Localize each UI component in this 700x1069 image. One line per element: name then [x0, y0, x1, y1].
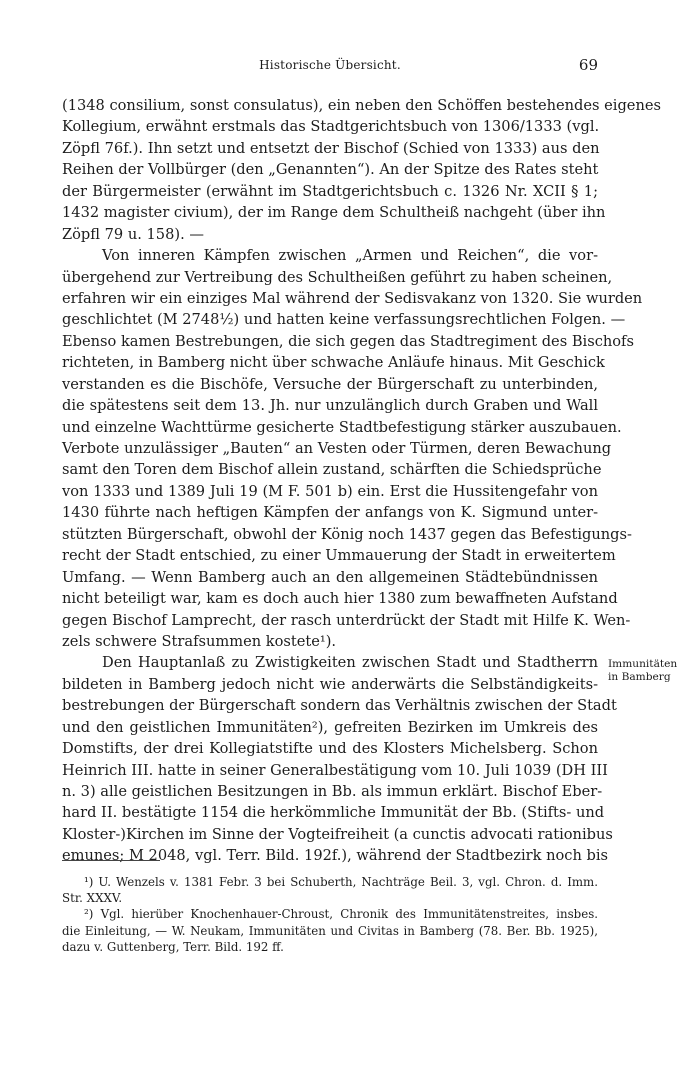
body-line: Kollegium, erwähnt erstmals das Stadtgerichtsbuch von 1306/1333 (vgl. — [62, 118, 600, 136]
running-title: Historische Übersicht. — [259, 58, 401, 72]
body-line: recht der Stadt entschied, zu einer Ummauerung der Stadt in erweitertem — [62, 547, 616, 565]
body-line: n. 3) alle geistlichen Besitzungen in Bb. als immun erklärt. Bischof Eber- — [62, 783, 603, 800]
body-line: Domstifts, der drei Kollegiatstifte und des Klosters Michelsberg. Schon — [62, 740, 598, 758]
footnotes — [62, 874, 598, 955]
body-line: die spätestens seit dem 13. Jh. nur unzulänglich durch Graben und Wall — [62, 397, 598, 415]
body-line: Reihen der Vollbürger (den „Genannten“). An der Spitze des Rates steht — [62, 161, 599, 179]
body-line: 1432 magister civium), der im Range dem Schultheiß nachgeht (über ihn — [62, 204, 606, 222]
footnote-line: ²) Vgl. hierüber Knochenhauer-Chroust, Chronik des Immunitätenstreites, insbes. — [84, 907, 598, 922]
footnote-line: dazu v. Guttenberg, Terr. Bild. 192 ff. — [62, 939, 284, 954]
body-line: stützten Bürgerschaft, obwohl der König noch 1437 gegen das Befestigungs- — [62, 525, 632, 543]
body-line: bestrebungen der Bürgerschaft sondern das Verhältnis zwischen der Stadt — [62, 697, 617, 715]
body-line: Von inneren Kämpfen zwischen „Armen und Reichen“, die vor- — [102, 247, 598, 265]
body-line: Umfang. — Wenn Bamberg auch an den allgemeinen Städtebündnissen — [62, 568, 598, 586]
body-line: Zöpfl 76f.). Ihn setzt und entsetzt der Bischof (Schied von 1333) aus den — [62, 139, 600, 157]
body-line: Den Hauptanlaß zu Zwistigkeiten zwischen Stadt und Stadtherrn — [102, 654, 598, 672]
margin-note-line: in Bamberg — [608, 671, 671, 683]
margin-note-line: Immunitäten — [608, 658, 678, 670]
body-line: richteten, in Bamberg nicht über schwache Anläufe hinaus. Mit Geschick — [62, 354, 605, 372]
body-line: zels schwere Strafsummen kostete¹). — [62, 632, 337, 650]
body-line: nicht beteiligt war, kam es doch auch hier 1380 zum bewaffneten Aufstand — [62, 590, 618, 608]
body-line: Verbote unzulässiger „Bauten“ an Vesten oder Türmen, deren Bewachung — [62, 440, 612, 457]
margin-note — [608, 658, 698, 684]
body-line: erfahren wir ein einziges Mal während der Sedisvakanz von 1320. Sie wurden — [62, 289, 643, 307]
body-line: und einzelne Wachttürme gesicherte Stadtbefestigung stärker auszubauen. — [62, 418, 622, 436]
body-line: gegen Bischof Lamprecht, der rasch unterdrückt der Stadt mit Hilfe K. Wen- — [62, 611, 631, 629]
body-text — [62, 95, 661, 867]
footnote-line: Str. XXXV. — [62, 891, 123, 906]
footnote-line: die Einleitung, — W. Neukam, Immunitäten und Civitas in Bamberg (78. Ber. Bb. 1925), — [62, 923, 598, 938]
body-line: Heinrich III. hatte in seiner Generalbestätigung vom 10. Juli 1039 (DH III — [62, 761, 608, 779]
page-number: 69 — [578, 56, 598, 74]
body-line: (1348 consilium, sonst consulatus), ein neben den Schöffen bestehendes eigenes — [62, 97, 661, 114]
body-line: hard II. bestätigte 1154 die herkömmliche Immunität der Bb. (Stifts- und — [62, 804, 605, 822]
body-line: samt den Toren dem Bischof allein zustand, schärften die Schiedsprüche — [62, 461, 602, 479]
body-line: geschlichtet (M 2748½) und hatten keine verfassungsrechtlichen Folgen. — — [62, 311, 626, 329]
body-line: emunes; M 2048, vgl. Terr. Bild. 192f.), während der Stadtbezirk noch bis — [62, 847, 609, 865]
running-head — [62, 58, 598, 78]
body-line: bildeten in Bamberg jedoch nicht wie anderwärts die Selbständigkeits- — [62, 675, 598, 693]
footnote-line: ¹) U. Wenzels v. 1381 Febr. 3 bei Schuberth, Nachträge Beil. 3, vgl. Chron. d. Imm. — [84, 875, 598, 889]
body-line: übergehend zur Vertreibung des Schultheißen geführt zu haben scheinen, — [62, 268, 613, 286]
body-line: der Bürgermeister (erwähnt im Stadtgerichtsbuch c. 1326 Nr. XCII § 1; — [62, 182, 598, 200]
body-line: verstanden es die Bischöfe, Versuche der Bürgerschaft zu unterbinden, — [62, 375, 598, 393]
body-line: Zöpfl 79 u. 158). — — [62, 225, 204, 243]
footnote-divider — [62, 860, 160, 861]
body-line: 1430 führte nach heftigen Kämpfen der anfangs von K. Sigmund unter- — [62, 504, 598, 522]
body-line: von 1333 und 1389 Juli 19 (M F. 501 b) ein. Erst die Hussitengefahr von — [62, 482, 598, 500]
body-line: und den geistlichen Immunitäten²), gefreiten Bezirken im Umkreis des — [62, 718, 598, 736]
body-line: Ebenso kamen Bestrebungen, die sich gegen das Stadtregiment des Bischofs — [62, 332, 634, 350]
body-line: Kloster-)Kirchen im Sinne der Vogteifreiheit (a cunctis advocati rationibus — [62, 825, 613, 843]
